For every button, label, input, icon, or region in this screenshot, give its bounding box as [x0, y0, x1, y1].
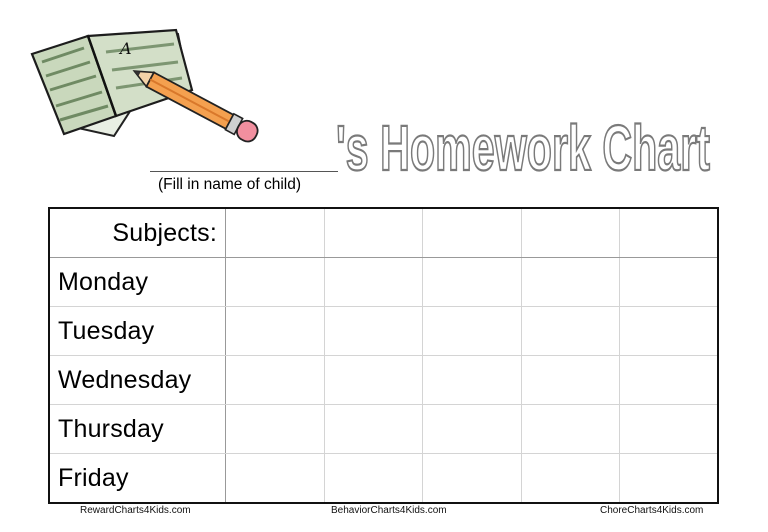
- homework-check-cell[interactable]: [423, 258, 522, 307]
- homework-check-cell[interactable]: [620, 258, 719, 307]
- subject-name-cell[interactable]: [324, 208, 423, 258]
- homework-check-cell[interactable]: [226, 405, 325, 454]
- day-label: Tuesday: [49, 307, 226, 356]
- day-label: Wednesday: [49, 356, 226, 405]
- day-row: [49, 454, 718, 504]
- footer-left-link[interactable]: RewardCharts4Kids.com: [80, 505, 191, 516]
- homework-check-cell[interactable]: [521, 258, 620, 307]
- homework-check-cell[interactable]: [620, 356, 719, 405]
- svg-text:A: A: [120, 39, 132, 58]
- day-row: [49, 258, 718, 307]
- homework-book-and-pencil-icon: [28, 24, 264, 152]
- homework-chart-table: [48, 207, 719, 504]
- day-row: [49, 405, 718, 454]
- subject-name-cell[interactable]: [423, 208, 522, 258]
- homework-check-cell[interactable]: [324, 405, 423, 454]
- day-label: Friday: [49, 454, 226, 504]
- subject-name-cell[interactable]: [226, 208, 325, 258]
- subjects-label: Subjects:: [49, 208, 226, 258]
- homework-check-cell[interactable]: [324, 307, 423, 356]
- chart-title: [336, 100, 718, 180]
- homework-check-cell[interactable]: [521, 454, 620, 504]
- day-label: Thursday: [49, 405, 226, 454]
- homework-check-cell[interactable]: [423, 405, 522, 454]
- day-row: [49, 307, 718, 356]
- day-row: [49, 356, 718, 405]
- homework-check-cell[interactable]: [521, 307, 620, 356]
- subject-name-cell[interactable]: [521, 208, 620, 258]
- child-name-line[interactable]: [150, 171, 338, 172]
- homework-check-cell[interactable]: [620, 307, 719, 356]
- homework-check-cell[interactable]: [423, 356, 522, 405]
- homework-check-cell[interactable]: [324, 258, 423, 307]
- chart-title-text: 's Homework Chart: [336, 112, 710, 180]
- homework-check-cell[interactable]: [226, 258, 325, 307]
- footer-right-link[interactable]: ChoreCharts4Kids.com: [600, 505, 704, 516]
- homework-check-cell[interactable]: [620, 405, 719, 454]
- subject-name-cell[interactable]: [620, 208, 719, 258]
- homework-check-cell[interactable]: [324, 356, 423, 405]
- homework-check-cell[interactable]: [620, 454, 719, 504]
- homework-check-cell[interactable]: [521, 356, 620, 405]
- homework-check-cell[interactable]: [226, 307, 325, 356]
- subjects-header-row: [49, 208, 718, 258]
- homework-check-cell[interactable]: [521, 405, 620, 454]
- homework-check-cell[interactable]: [324, 454, 423, 504]
- homework-check-cell[interactable]: [226, 356, 325, 405]
- name-hint: (Fill in name of child): [158, 176, 301, 193]
- homework-check-cell[interactable]: [226, 454, 325, 504]
- homework-check-cell[interactable]: [423, 307, 522, 356]
- homework-check-cell[interactable]: [423, 454, 522, 504]
- day-label: Monday: [49, 258, 226, 307]
- footer-center-link[interactable]: BehaviorCharts4Kids.com: [331, 505, 447, 516]
